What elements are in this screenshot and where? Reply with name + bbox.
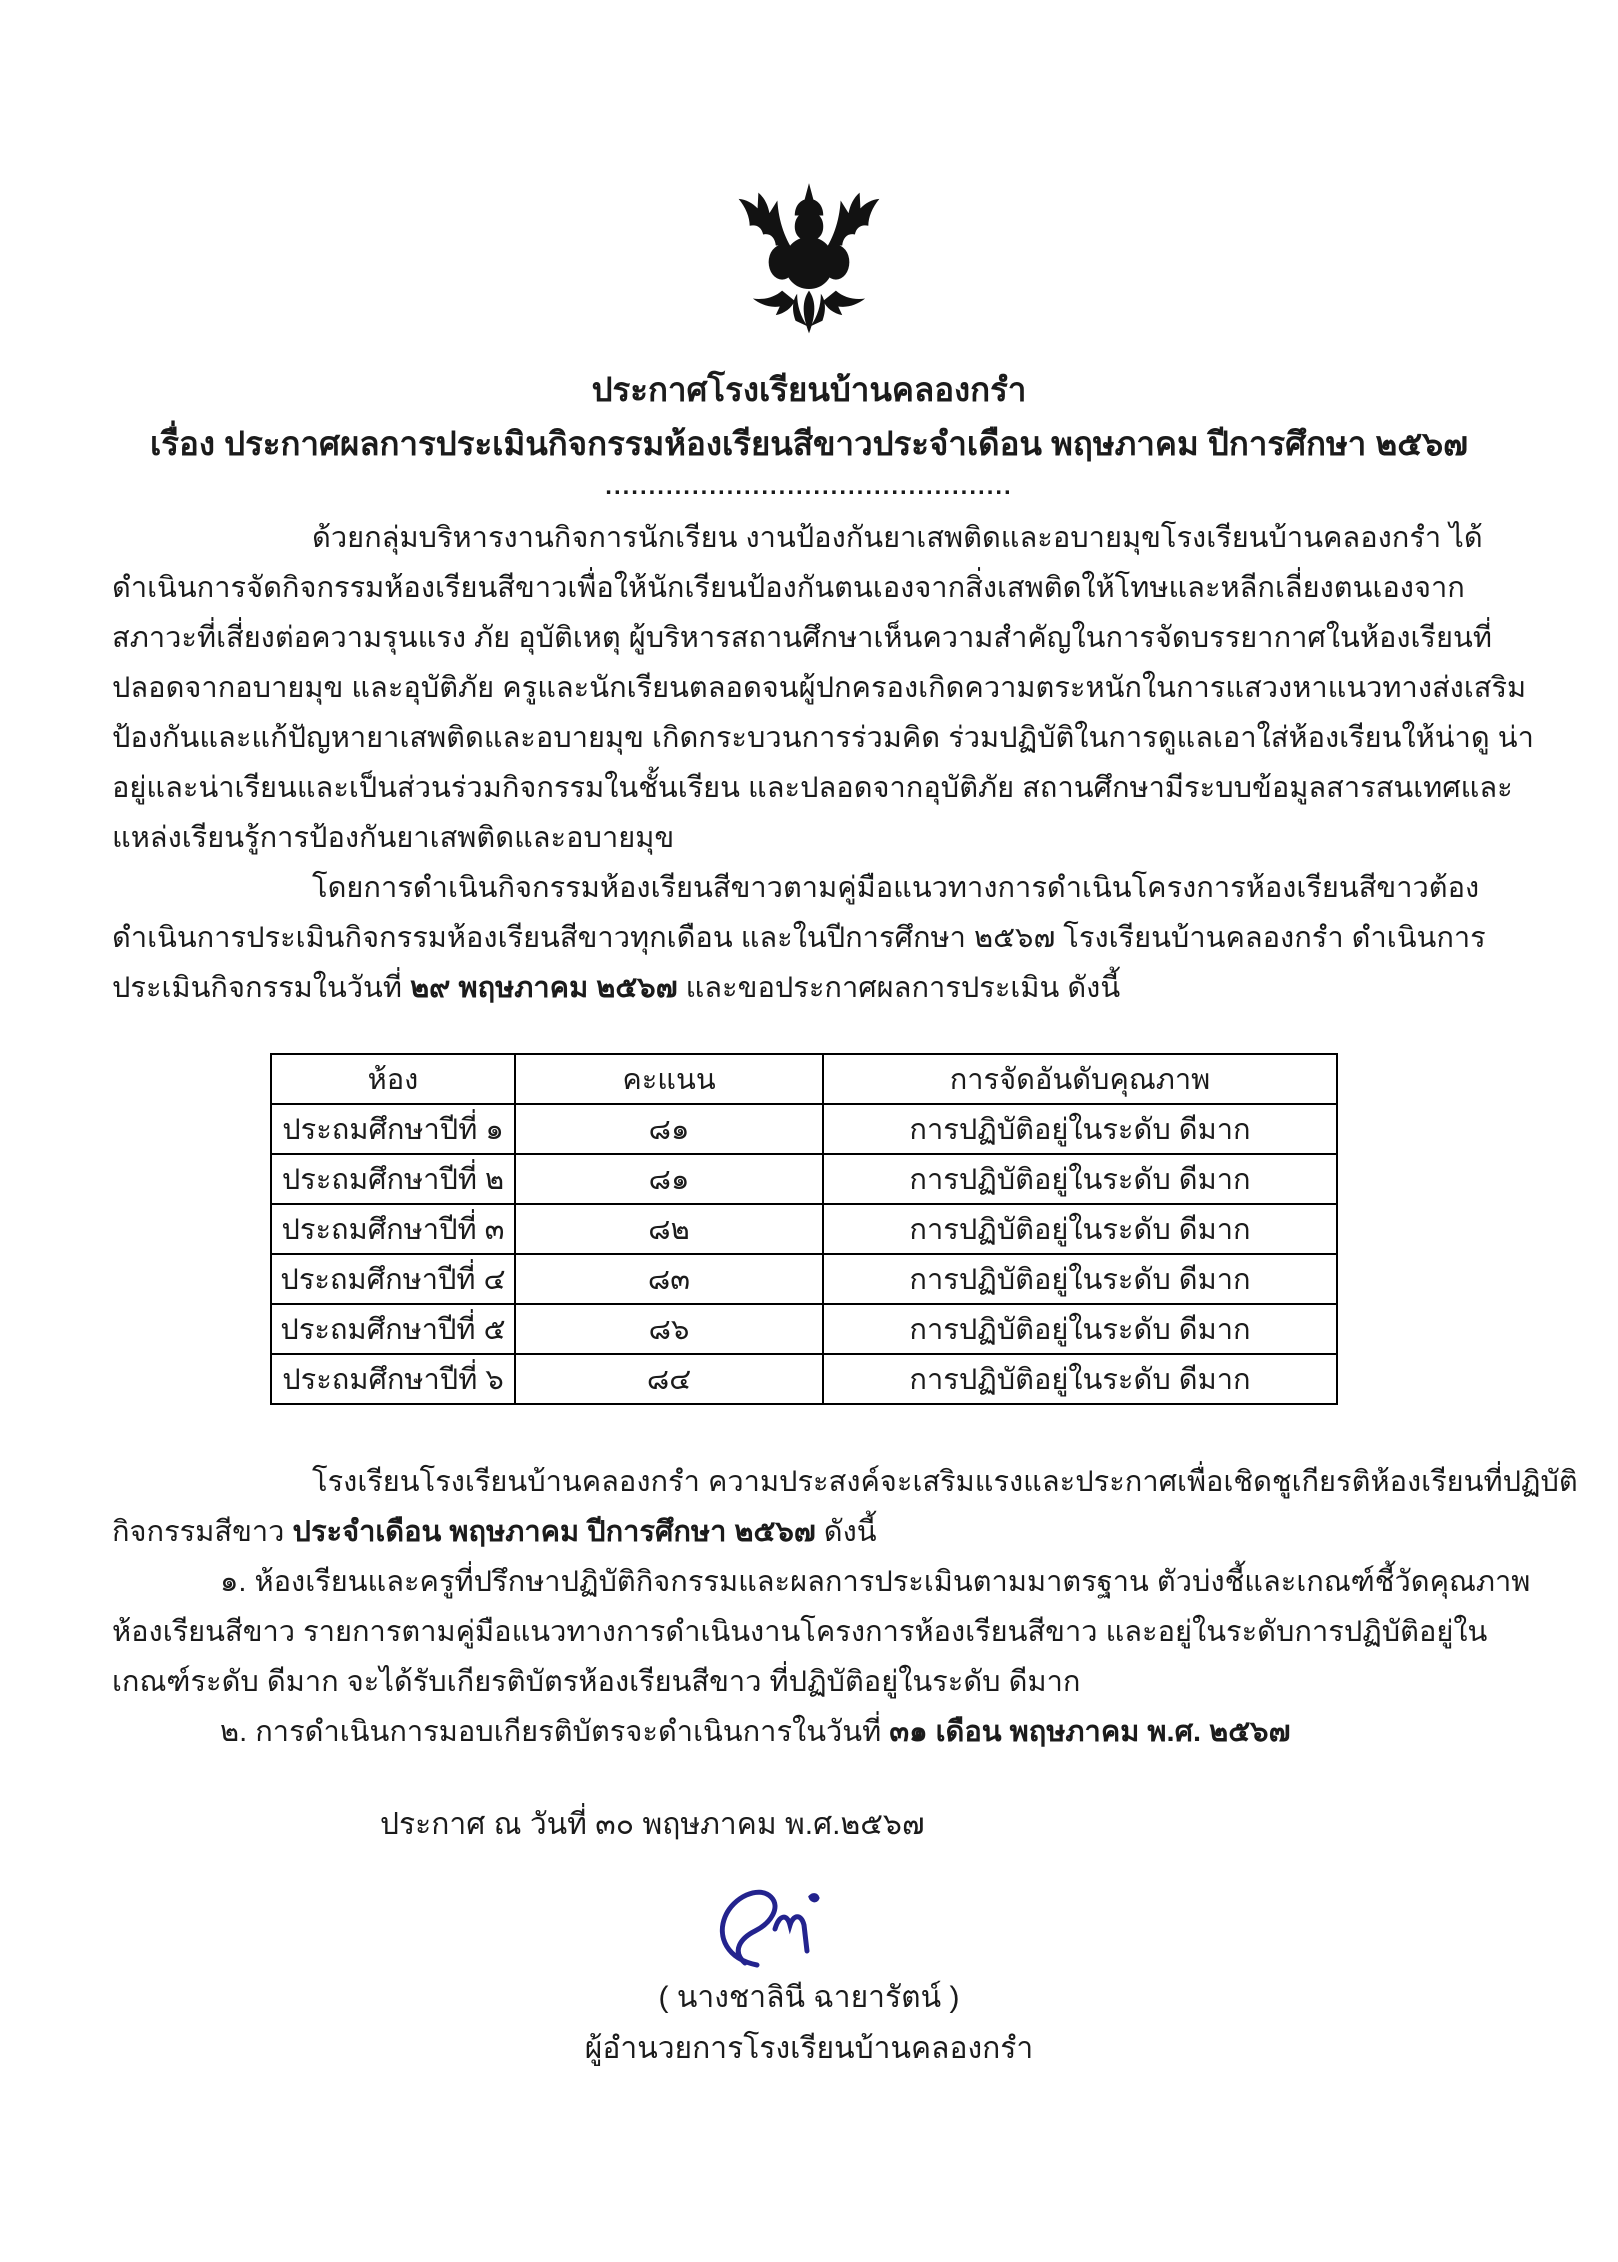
paragraph-line — [112, 1507, 1506, 1557]
paragraph-line: แหล่งเรียนรู้การป้องกันยาเสพติดและอบายมุข — [112, 822, 675, 854]
cell-room: ประถมศึกษาปีที่ ๔ — [271, 1254, 515, 1304]
paragraph-line: สภาวะที่เสี่ยงต่อความรุนแรง ภัย อุบัติเหตุ ผู้บริหารสถานศึกษาเห็นความสำคัญในการจัดบรรยากาศในห้องเรียนที่ — [112, 622, 1492, 654]
column-header-quality: การจัดอันดับคุณภาพ — [823, 1054, 1337, 1104]
paragraph-1 — [112, 513, 1534, 863]
paragraph-line — [112, 1707, 1506, 1757]
paragraph-line: เกณฑ์ระดับ ดีมาก จะได้รับเกียรติบัตรห้องเรียนสีขาว ที่ปฏิบัติอยู่ในระดับ ดีมาก — [112, 1666, 1081, 1698]
document-title: ประกาศโรงเรียนบ้านคลองกรำ — [591, 371, 1027, 408]
item-2 — [112, 1707, 1506, 1757]
award-date-bold: ๓๑ เดือน พฤษภาคม พ.ศ. ๒๕๖๗ — [889, 1716, 1291, 1748]
cell-quality: การปฏิบัติอยู่ในระดับ ดีมาก — [823, 1204, 1337, 1254]
table-header-row — [271, 1054, 1337, 1104]
cell-room: ประถมศึกษาปีที่ ๑ — [271, 1104, 515, 1154]
paragraph-line — [112, 963, 1506, 1013]
signer-title: ผู้อำนวยการโรงเรียนบ้านคลองกรำ — [584, 2032, 1034, 2065]
paragraph-line: ๑. ห้องเรียนและครูที่ปรึกษาปฏิบัติกิจกรรมและผลการประเมินตามมาตรฐาน ตัวบ่งชี้และเกณฑ์ชี้วัดคุณภาพ — [220, 1566, 1531, 1598]
text-segment: ประเมินกิจกรรมในวันที่ — [112, 972, 411, 1004]
item-1 — [112, 1557, 1531, 1707]
cell-score: ๘๑ — [515, 1154, 823, 1204]
table-row — [271, 1154, 1337, 1204]
paragraph-line: โรงเรียนโรงเรียนบ้านคลองกรำ ความประสงค์จะเสริมแรงและประกาศเพื่อเชิดชูเกียรติห้องเรียนที่ปฏิบัติ — [312, 1466, 1578, 1498]
paragraph-line: โดยการดำเนินกิจกรรมห้องเรียนสีขาวตามคู่มือแนวทางการดำเนินโครงการห้องเรียนสีขาวต้อง — [312, 872, 1480, 904]
garuda-emblem-icon — [722, 172, 896, 346]
paragraph-line: ดำเนินการจัดกิจกรรมห้องเรียนสีขาวเพื่อให้นักเรียนป้องกันตนเองจากสิ่งเสพติดให้โทษและหลีกเลี่ยงตนเองจาก — [112, 572, 1465, 604]
paragraph-2 — [112, 863, 1506, 1013]
paragraph-line: ป้องกันและแก้ปัญหายาเสพติดและอบายมุข เกิดกระบวนการร่วมคิด ร่วมปฏิบัติในการดูแลเอาใส่ห้องเรียนให้น่าดู น่า — [112, 722, 1534, 754]
paragraph-line: ดำเนินการประเมินกิจกรรมห้องเรียนสีขาวทุกเดือน และในปีการศึกษา ๒๕๖๗ โรงเรียนบ้านคลองกรำ ดำเนินการ — [112, 922, 1486, 954]
signature-block — [429, 1867, 1189, 2075]
cell-quality: การปฏิบัติอยู่ในระดับ ดีมาก — [823, 1254, 1337, 1304]
text-segment: กิจกรรมสีขาว — [112, 1516, 293, 1548]
paragraph-line: ห้องเรียนสีขาว รายการตามคู่มือแนวทางการดำเนินงานโครงการห้องเรียนสีขาว และอยู่ในระดับการปฏิบัติอยู่ใน — [112, 1616, 1488, 1648]
cell-quality: การปฏิบัติอยู่ในระดับ ดีมาก — [823, 1154, 1337, 1204]
column-header-score: คะแนน — [515, 1054, 823, 1104]
column-header-room: ห้อง — [271, 1054, 515, 1104]
signer-name: ( นางชาลินี ฉายารัตน์ ) — [658, 1981, 960, 2014]
text-segment: ๒. การดำเนินการมอบเกียรติบัตรจะดำเนินการในวันที่ — [220, 1716, 890, 1748]
evaluation-results-table — [270, 1053, 1338, 1405]
emblem-container — [112, 0, 1506, 351]
cell-room: ประถมศึกษาปีที่ ๕ — [271, 1304, 515, 1354]
table-row — [271, 1254, 1337, 1304]
paragraph-line: อยู่และน่าเรียนและเป็นส่วนร่วมกิจกรรมในชั้นเรียน และปลอดจากอุบัติภัย สถานศึกษามีระบบข้อมูลสารสนเทศและ — [112, 772, 1513, 804]
text-segment: และขอประกาศผลการประเมิน ดังนี้ — [677, 972, 1121, 1004]
text-segment: ดังนี้ — [815, 1516, 877, 1548]
cell-quality: การปฏิบัติอยู่ในระดับ ดีมาก — [823, 1304, 1337, 1354]
table-row — [271, 1354, 1337, 1404]
table-row — [271, 1304, 1337, 1354]
table-row — [271, 1204, 1337, 1254]
cell-room: ประถมศึกษาปีที่ ๖ — [271, 1354, 515, 1404]
cell-score: ๘๒ — [515, 1204, 823, 1254]
dotted-divider: ............................................... — [605, 473, 1013, 500]
paragraph-3 — [112, 1457, 1578, 1557]
signature-ink — [687, 1867, 855, 1979]
evaluation-date-bold: ๒๙ พฤษภาคม ๒๕๖๗ — [410, 972, 678, 1004]
paragraph-line: ปลอดจากอบายมุข และอุบัติภัย ครูและนักเรียนตลอดจนผู้ปกครองเกิดความตระหนักในการแสวงหาแนวทางส่งเสริม — [112, 672, 1527, 704]
paragraph-line: ด้วยกลุ่มบริหารงานกิจการนักเรียน งานป้องกันยาเสพติดและอบายมุขโรงเรียนบ้านคลองกรำ ได้ — [312, 522, 1483, 554]
cell-room: ประถมศึกษาปีที่ ๓ — [271, 1204, 515, 1254]
announcement-date-line: ประกาศ ณ วันที่ ๓๐ พฤษภาคม พ.ศ.๒๕๖๗ — [380, 1808, 925, 1841]
cell-score: ๘๖ — [515, 1304, 823, 1354]
cell-score: ๘๓ — [515, 1254, 823, 1304]
cell-quality: การปฏิบัติอยู่ในระดับ ดีมาก — [823, 1104, 1337, 1154]
cell-score: ๘๔ — [515, 1354, 823, 1404]
cell-score: ๘๑ — [515, 1104, 823, 1154]
cell-room: ประถมศึกษาปีที่ ๒ — [271, 1154, 515, 1204]
document-subject: เรื่อง ประกาศผลการประเมินกิจกรรมห้องเรียนสีขาวประจำเดือน พฤษภาคม ปีการศึกษา ๒๕๖๗ — [150, 425, 1468, 462]
cell-quality: การปฏิบัติอยู่ในระดับ ดีมาก — [823, 1354, 1337, 1404]
month-year-bold: ประจำเดือน พฤษภาคม ปีการศึกษา ๒๕๖๗ — [292, 1516, 816, 1548]
table-row — [271, 1104, 1337, 1154]
